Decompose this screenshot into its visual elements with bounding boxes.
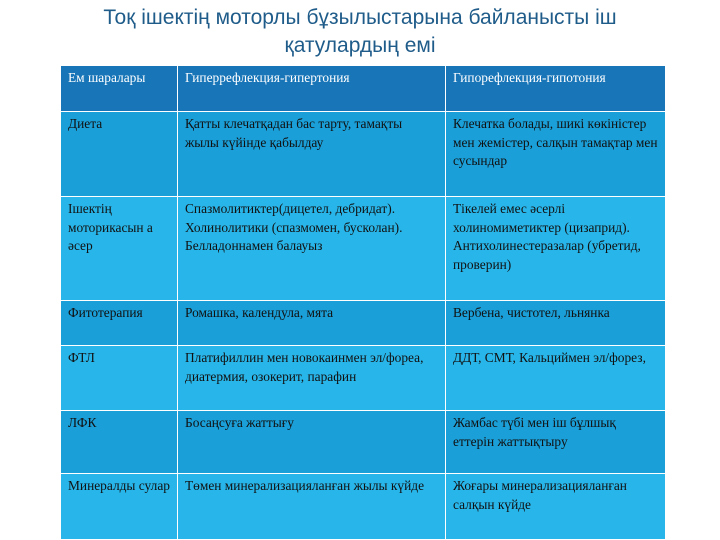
- table-cell: ДДТ, СМТ, Кальциймен эл/форез,: [446, 346, 666, 411]
- row-label-cell: Диета: [61, 112, 178, 197]
- table-row: [61, 301, 666, 346]
- table-cell: Тікелей емес әсерлі холиномиметиктер (цизаприд). Антихолинестеразалар (убретид, проверин): [446, 197, 666, 301]
- row-label-cell: Фитотерапия: [61, 301, 178, 346]
- table-row: [61, 411, 666, 474]
- table-cell: Босаңсуға жаттығу: [178, 411, 446, 474]
- table-cell: Қатты клечатқадан бас тарту, тамақты жылы күйінде қабылдау: [178, 112, 446, 197]
- table-cell: Ромашка, календула, мята: [178, 301, 446, 346]
- table-cell: Жоғары минерализацияланған салқын күйде: [446, 474, 666, 540]
- treatment-table: [60, 65, 666, 540]
- row-label-cell: ФТЛ: [61, 346, 178, 411]
- table-row: [61, 112, 666, 197]
- table-cell: Жамбас түбі мен іш бұлшық еттерін жаттықтыру: [446, 411, 666, 474]
- table-cell: Спазмолитиктер(дицетел, дебридат). Холинолитики (спазмомен, бусколан). Белладоннамен балауыз: [178, 197, 446, 301]
- row-label-cell: ЛФК: [61, 411, 178, 474]
- row-label-cell: Ішектің моторикасын а әсер: [61, 197, 178, 301]
- table-header-row: [61, 66, 666, 112]
- table-cell: Платифиллин мен новокаинмен эл/фореа, диатермия, озокерит, парафин: [178, 346, 446, 411]
- header-cell-measures: Ем шаралары: [61, 66, 178, 112]
- page-title: [60, 4, 660, 60]
- page-title-line-1: Тоқ ішектің моторлы бұзылыстарына байланысты іш: [103, 6, 617, 29]
- page-title-line-2: қатулардың емі: [284, 34, 436, 57]
- header-cell-hyperreflexia: Гиперрефлекция-гипертония: [178, 66, 446, 112]
- table-cell: Вербена, чистотел, льнянка: [446, 301, 666, 346]
- table-row: [61, 346, 666, 411]
- table-row: [61, 197, 666, 301]
- header-cell-hyporeflexia: Гипорефлекция-гипотония: [446, 66, 666, 112]
- table-row: [61, 474, 666, 540]
- row-label-cell: Минералды сулар: [61, 474, 178, 540]
- table-cell: Төмен минерализацияланған жылы күйде: [178, 474, 446, 540]
- table-cell: Клечатка болады, шикі көкіністер мен жемістер, салқын тамақтар мен сусындар: [446, 112, 666, 197]
